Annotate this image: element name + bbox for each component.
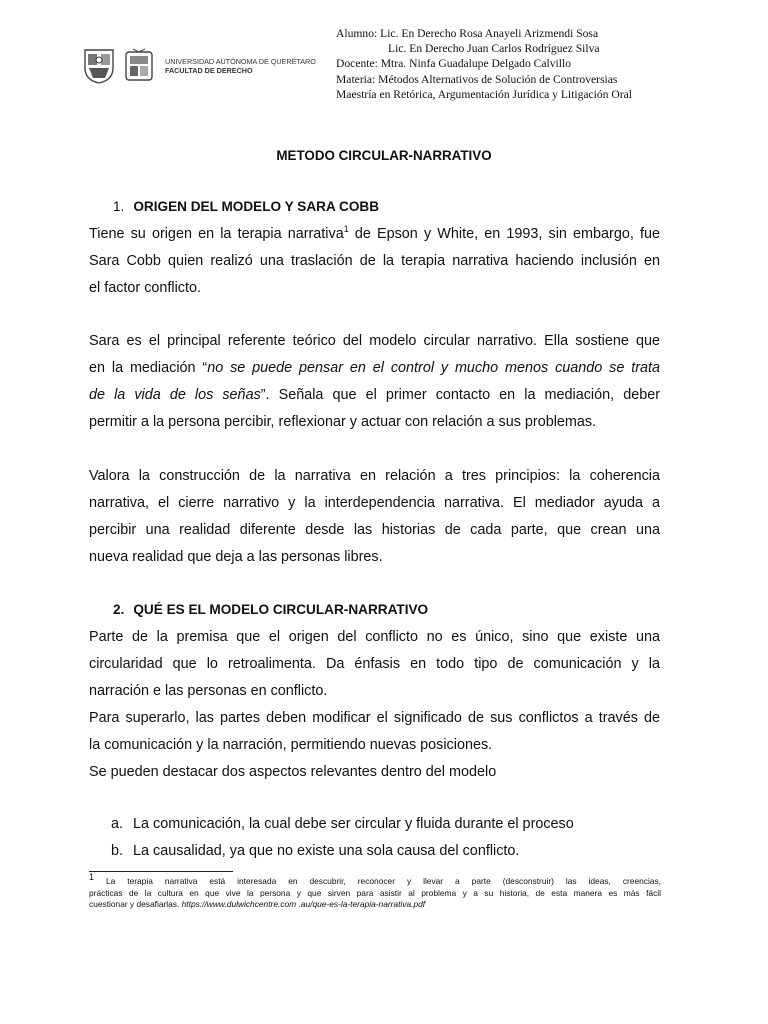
section-1-paragraph-3 — [89, 463, 660, 571]
list-item-text: La causalidad, ya que no existe una sola causa del conflicto. — [133, 843, 520, 859]
list-item — [111, 811, 574, 838]
text-line: percibir una realidad diferente desde las historias de cada parte, que crean una — [89, 522, 660, 538]
list-marker: b. — [111, 843, 124, 859]
faculty-name: FACULTAD DE DERECHO — [165, 66, 253, 75]
university-name — [165, 57, 316, 75]
header-info — [336, 26, 756, 102]
section-2-paragraph-1 — [89, 624, 660, 786]
footnote-line — [89, 899, 661, 911]
text-line: Se pueden destacar dos aspectos relevantes dentro del modelo — [89, 764, 497, 780]
footnote-line: prácticas de la cultura en que vive la persona y que sirven para asistir al problema y a su historia, de esta manera es más fácil — [89, 887, 661, 898]
text-line: narración e las personas en conflicto. — [89, 683, 328, 699]
footnote-line — [89, 872, 662, 888]
materia-line: Materia: Métodos Alternativos de Solución de Controversias — [336, 72, 618, 86]
text-line: circularidad que lo retroalimenta. Da énfasis en todo tipo de comunicación y la — [89, 656, 660, 672]
section-2-number: 2. — [113, 602, 125, 617]
list-item — [111, 838, 574, 865]
text-span: de Epson y White, en 1993, sin embargo, fue — [348, 226, 660, 242]
text-line — [89, 382, 660, 409]
text-line: narrativa, el cierre narrativo y la interdependencia narrativa. El mediador ayuda a — [89, 495, 660, 511]
footnote-number: 1 — [89, 872, 95, 883]
text-line: Valora la construcción de la narrativa en relación a tres principios: la coherencia — [89, 468, 660, 484]
footnote — [89, 872, 662, 911]
text-span: cuestionar y desafiarlas. — [89, 899, 182, 909]
text-line: Para superarlo, las partes deben modificar el significado de sus conflictos a través de — [89, 710, 660, 726]
section-1-paragraph-1 — [89, 221, 660, 302]
quote-text: de la vida de los señas — [89, 387, 261, 403]
text-span: en la mediación “ — [89, 360, 208, 376]
section-1-title: ORIGEN DEL MODELO Y SARA COBB — [133, 199, 380, 214]
text-line: Sara Cobb quien realizó una traslación de la terapia narrativa haciendo inclusión en — [89, 253, 660, 269]
section-1-heading — [113, 199, 379, 214]
maestria-line: Maestría en Retórica, Argumentación Jurídica y Litigación Oral — [336, 87, 632, 101]
section-2-heading — [113, 602, 428, 617]
text-line — [89, 221, 660, 248]
text-line: el factor conflicto. — [89, 280, 201, 296]
footnote-url: https://www.dulwichcentre.com .au/que-es-la-terapia-narrativa.pdf — [181, 899, 426, 909]
section-1-number: 1. — [113, 199, 125, 214]
alumno-line: Alumno: Lic. En Derecho Rosa Anayeli Arizmendi Sosa — [336, 27, 599, 40]
text-span: Tiene su origen en la terapia narrativa — [89, 226, 344, 242]
footnote-separator — [89, 871, 233, 872]
text-line — [89, 355, 660, 382]
text-line: Parte de la premisa que el origen del conflicto no es único, sino que existe una — [89, 629, 660, 645]
quote-text: no se puede pensar en el control y mucho menos cuando se trata — [207, 360, 661, 376]
list-marker: a. — [111, 816, 124, 832]
text-line: la comunicación y la narración, permitiendo nuevas posiciones. — [89, 737, 493, 753]
text-line: Sara es el principal referente teórico del modelo circular narrativo. Ella sostiene que — [89, 333, 660, 349]
docente-line: Docente: Mtra. Ninfa Guadalupe Delgado Calvillo — [336, 57, 572, 71]
faculty-crest-logo — [123, 48, 155, 84]
section-2-title: QUÉ ES EL MODELO CIRCULAR-NARRATIVO — [133, 602, 429, 617]
text-span: ”. Señala que el primer contacto en la mediación, deber — [260, 387, 660, 403]
text-line: permitir a la persona percibir, reflexionar y actuar con relación a sus problemas. — [89, 414, 597, 430]
aspects-list — [111, 811, 574, 865]
header-logos — [83, 46, 316, 86]
section-1-paragraph-2 — [89, 328, 660, 436]
text-line: nueva realidad que deja a las personas libres. — [89, 549, 383, 565]
footnote-ref: 1 — [343, 224, 349, 235]
alumno-line-2: Lic. En Derecho Juan Carlos Rodríguez Silva — [388, 42, 600, 56]
university-name-line1: UNIVERSIDAD AUTÓNOMA DE QUERÉTARO — [165, 57, 316, 66]
list-item-text: La comunicación, la cual debe ser circular y fluida durante el proceso — [133, 816, 574, 832]
university-shield-logo — [83, 48, 115, 84]
document-title: METODO CIRCULAR-NARRATIVO — [276, 148, 492, 163]
text-span: La terapia narrativa está interesada en descubrir, reconocer y llevar a parte (desconstruir) las ideas, creencias, — [105, 876, 662, 886]
